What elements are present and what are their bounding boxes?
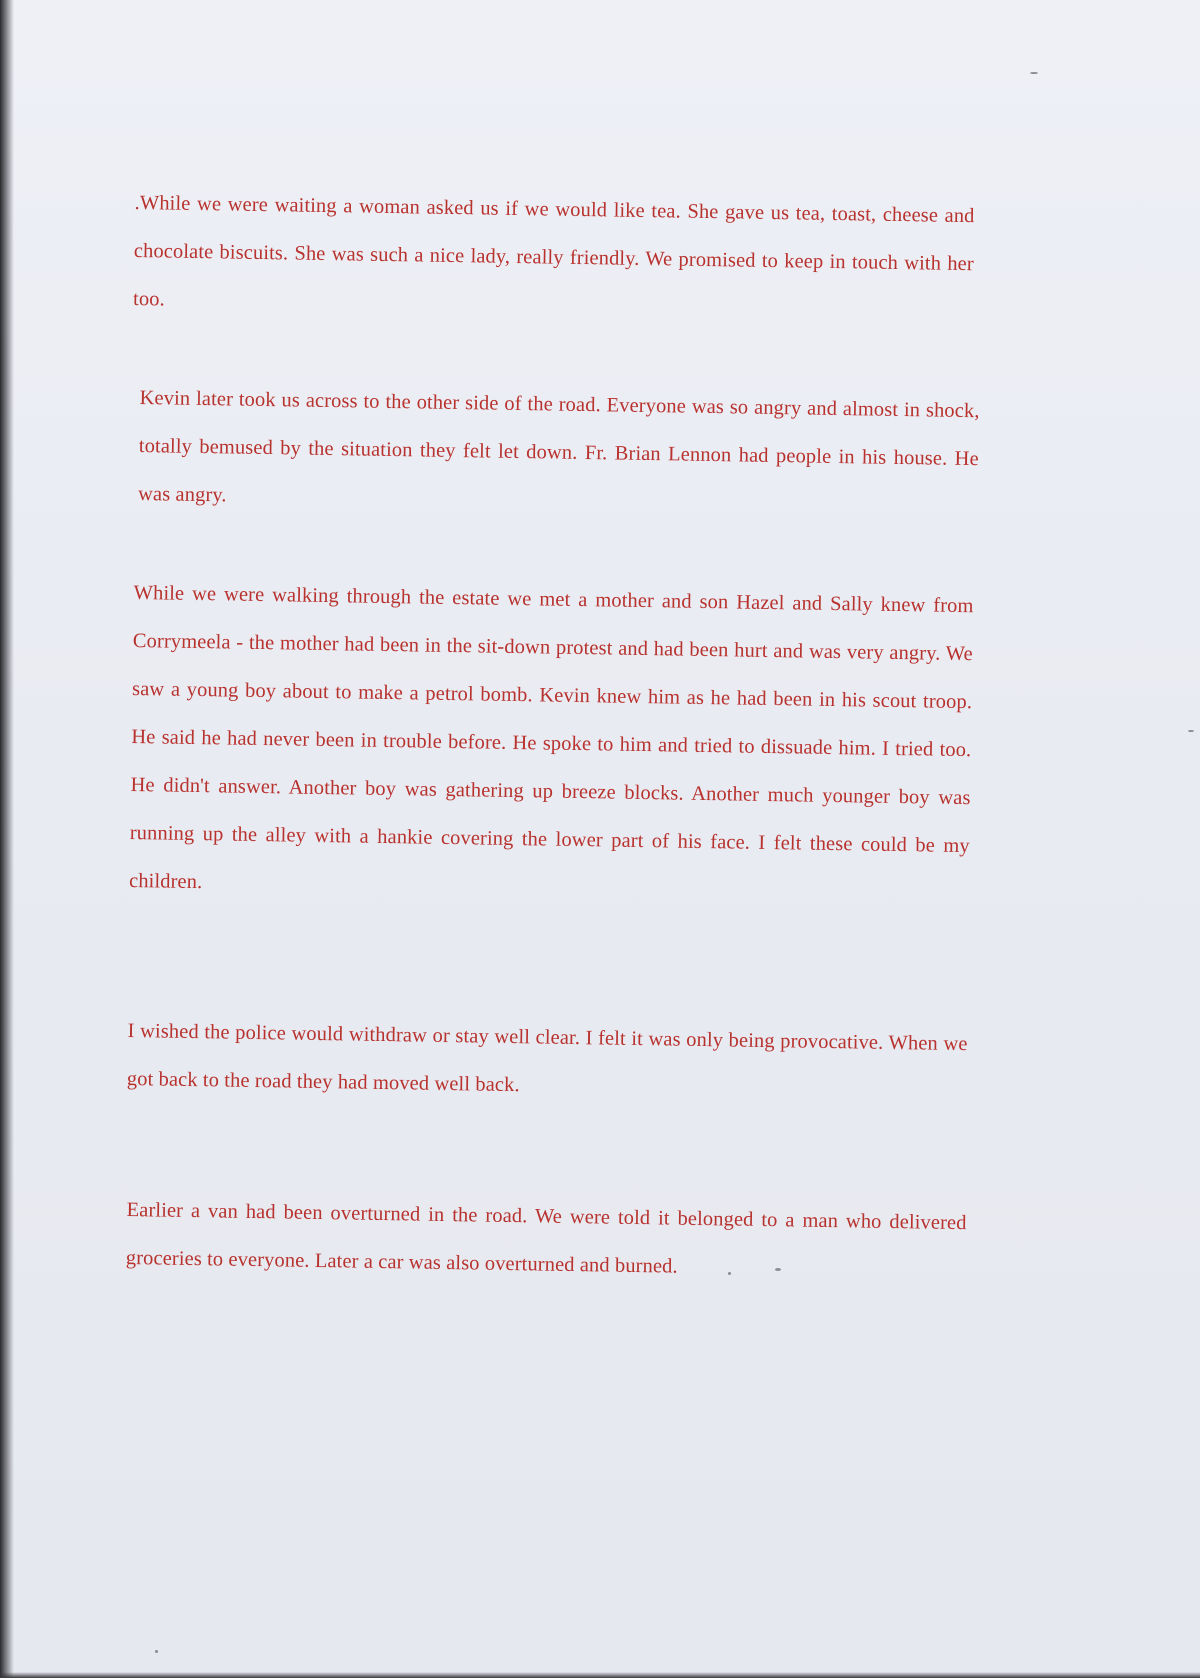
page-bottom-edge-shadow (0, 1672, 1200, 1678)
scan-speck (155, 1650, 158, 1653)
paragraph-3: While we were walking through the estate we met a mother and son Hazel and Sally knew from Corrymeela - the mother had been in the sit-down protest and had been hurt and was very angry. We saw a young boy about to make a petrol bomb. Kevin knew him as he had been in his scout troop. He said he had never been in trouble before. He spoke to him and tried to dissuade him. I tried too. He didn't answer. Another boy was gathering up breeze blocks. Another much younger boy was running up the alley with a hankie covering the lower part of his face. I felt these could be my children. (128, 581, 974, 893)
scan-speck (1030, 72, 1038, 74)
paragraph-5: Earlier a van had been overturned in the road. We were told it belonged to a man who delivered groceries to everyone. Later a car was also overturned and burned. (125, 1198, 967, 1278)
paragraph-1: .While we were waiting a woman asked us if we would like tea. She gave us tea, toast, cheese and chocolate biscuits. She was such a nice lady, really friendly. We promised to keep in touch with her too. (132, 191, 975, 310)
page-left-edge-shadow (0, 0, 14, 1678)
scan-speck (728, 1272, 731, 1275)
paragraph-4: I wished the police would withdraw or stay well clear. I felt it was only being provocative. When we got back to the road they had moved well back. (126, 1019, 968, 1096)
scan-speck (775, 1268, 781, 1271)
scan-speck (1188, 730, 1194, 732)
paragraph-2: Kevin later took us across to the other side of the road. Everyone was so angry and almost in shock, totally bemused by the situation they felt let down. Fr. Brian Lennon had people in his house. He was angry. (137, 386, 980, 506)
